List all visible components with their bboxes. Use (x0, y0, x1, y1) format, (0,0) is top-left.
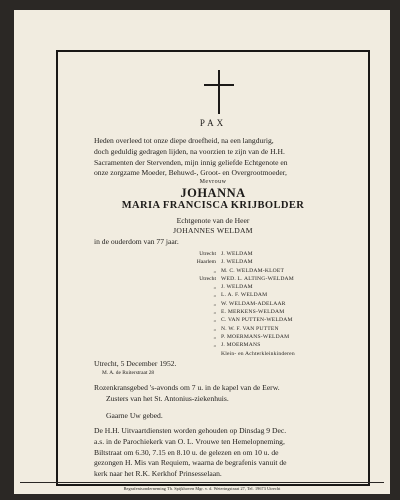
mourner-place: „ (213, 292, 216, 299)
mourner-place: „ (213, 317, 216, 324)
mourner-name: P. MOERMANS-WELDAM (221, 333, 290, 340)
mourner-place: „ (213, 267, 216, 274)
mourner-place: „ (213, 325, 216, 332)
mourner-place: „ (213, 284, 216, 291)
mourner-place: „ (213, 309, 216, 316)
title-prefix: Mevrouw (199, 179, 227, 185)
intro-line: onze zorgzame Moeder, Behuwd-, Groot- en Overgrootmoeder, (94, 168, 287, 178)
mourner-name: L. A. F. WELDAM (221, 292, 268, 299)
mourner-name: J. WELDAM (221, 284, 253, 291)
funeral-service-notice (94, 426, 356, 480)
intro-line: doch geduldig gedragen lijden, na voorzien te zijn van de H.H. (94, 146, 285, 156)
announcement-intro (94, 136, 356, 179)
mourner-place: „ (213, 333, 216, 340)
service-line: gezongen H. Mis van Requiem, waarna de begrafenis vanuit de (94, 458, 287, 468)
deceased-full-name: MARIA FRANCISCA KRIJBOLDER (121, 200, 305, 211)
prayer-request: Gaarne Uw gebed. (106, 411, 163, 420)
mourner-place: Utrecht (199, 251, 216, 257)
rosary-notice (94, 383, 356, 405)
mourner-row (188, 350, 368, 358)
footer-divider (20, 482, 384, 483)
service-line: kerk naar het R.K. Kerkhof Prinsesselaan. (94, 469, 222, 479)
mourner-row (188, 316, 368, 324)
service-line: De H.H. Uitvaartdiensten worden gehouden op Dinsdag 9 Dec. (94, 426, 287, 435)
rosary-line: Zusters van het St. Antonius-ziekenhuis. (106, 393, 229, 403)
service-line: a.s. in de Parochiekerk van O. L. Vrouwe ten Hemelopneming, (94, 436, 285, 446)
mourner-row (188, 258, 368, 266)
mourner-row (188, 325, 368, 333)
mourning-card (14, 10, 390, 494)
black-border-frame (56, 50, 370, 486)
rosary-line: Rozenkransgebed 's-avonds om 7 u. in de kapel van de Eerw. (94, 383, 280, 392)
mourner-name: N. W. F. VAN PUTTEN (221, 325, 279, 332)
dateline: Utrecht, 5 December 1952. (94, 359, 177, 368)
mourner-place: Haarlem (196, 259, 216, 266)
mourner-place: Utrecht (199, 275, 216, 282)
intro-line: Sacramenten der Stervenden, mijn innig geliefde Echtgenote en (94, 157, 288, 167)
mourner-row (188, 250, 368, 258)
mourner-name: WED. L. ALTING-WELDAM (221, 275, 294, 282)
mourner-row (188, 300, 368, 308)
mourner-row (188, 341, 368, 349)
mourner-row (188, 333, 368, 341)
age-line: in de ouderdom van 77 jaar. (94, 237, 179, 246)
mourner-name: E. MERKENS-WELDAM (221, 309, 285, 316)
mourner-place: „ (213, 300, 216, 307)
mourner-name: J. MOERMANS (221, 342, 261, 349)
undertaker-footer: Begrafenisonderneming Th. Spijkhoven Mgr. v. d. Weteringstraat 27, Tel. 19673 Utrecht (123, 486, 281, 491)
service-line: Biltstraat om 6.30, 7.15 en 8.10 u. de gelezen en om 10 u. de (94, 447, 279, 457)
mourner-row (188, 283, 368, 291)
mourner-name: J. WELDAM (221, 251, 253, 257)
spouse-line: Echtgenote van de Heer (176, 216, 250, 225)
mourners-list (188, 250, 368, 358)
mourner-place (188, 350, 221, 358)
mourner-name: J. WELDAM (221, 259, 253, 266)
mourner-row (188, 267, 368, 275)
pax-heading: PAX (199, 118, 227, 128)
mourner-name: Klein- en Achterkleinkinderen (221, 350, 295, 357)
mourner-name: W. WELDAM-ADELAAR (221, 300, 286, 307)
mourner-name: M. C. WELDAM-KLOET (221, 267, 285, 274)
mourner-place: „ (213, 342, 216, 349)
home-address: M. A. de Ruiterstraat 28 (102, 370, 155, 376)
mourner-row (188, 291, 368, 299)
mourner-row (188, 308, 368, 316)
mourner-name: C. VAN PUTTEN-WELDAM (221, 317, 293, 324)
mourner-row (188, 275, 368, 283)
deceased-first-name: JOHANNA (180, 186, 246, 200)
spouse-name: JOHANNES WELDAM (173, 226, 253, 235)
intro-line: Heden overleed tot onze diepe droefheid, na een langdurig, (94, 136, 274, 145)
